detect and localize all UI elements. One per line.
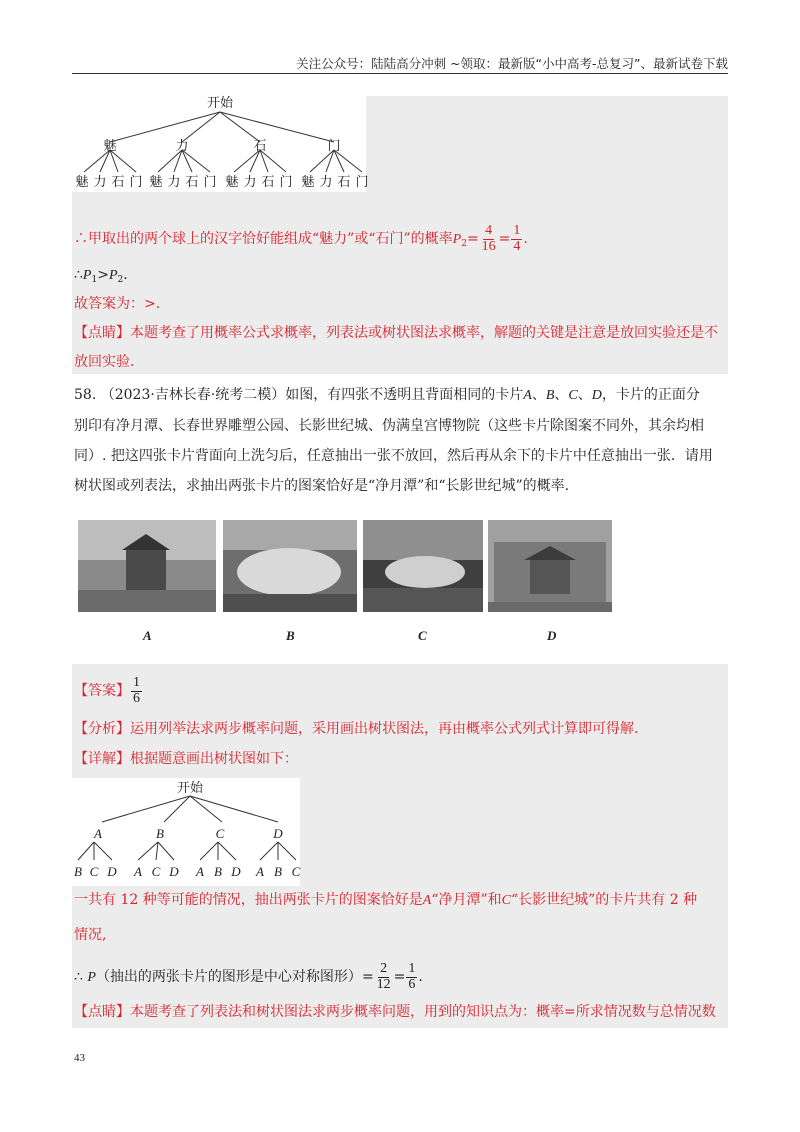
- tree1-leaf: 魅: [225, 175, 239, 190]
- comment-line-1: 【点睛】本题考查了用概率公式求概率，列表法或树状图法求概率，解题的关键是注意是放回实验还是不: [74, 325, 718, 341]
- tree2-leaf: A: [256, 864, 264, 879]
- comment-row: 【点睛】本题考查了列表法和树状图法求两步概率问题，用到的知识点为：概率=所求情况数与总情况数: [74, 1004, 716, 1020]
- tree2-leaf: C: [151, 864, 161, 879]
- comment-line-2: 放回实验.: [74, 354, 135, 370]
- tree1-node: 力: [175, 139, 189, 154]
- photo-b: [223, 520, 357, 612]
- tree2-leaf: D: [169, 864, 179, 879]
- tree1-leaf: 魅: [75, 175, 89, 190]
- count-row: 一共有 12 种等可能的情况，抽出两张卡片的图案恰好是A“净月潭”和C“长影世纪城”的卡片共有 2 种: [74, 892, 698, 908]
- tree2-root: 开始: [176, 781, 204, 796]
- tree1-leaf: 魅: [149, 175, 163, 190]
- probability-statement: ∴甲取出的两个球上的汉字恰好能组成“魅力”或“石门”的概率$P_2=$ $\frac{4}{16}$ = $\frac{1}{4}$ .: [74, 223, 528, 254]
- tree1-node: 魅: [103, 139, 117, 154]
- tree1-leaf: 力: [167, 175, 181, 190]
- tree2-node: B: [156, 826, 164, 841]
- tree1-leaf: 石: [337, 175, 351, 190]
- tree1-leaf: 门: [203, 175, 217, 190]
- tree1-leaf: 力: [319, 175, 333, 190]
- caption-d: D: [547, 628, 557, 643]
- tree2-leaf: B: [74, 864, 82, 879]
- tree-diagram-1: [72, 90, 372, 190]
- tree1-leaf: 石: [111, 175, 125, 190]
- tree2-leaf: A: [134, 864, 142, 879]
- tree2-leaf: D: [107, 864, 117, 879]
- probability-result: ∴ P（抽出的两张卡片的图形是中心对称图形）= $\frac{2}{12}$ = $\frac{1}{6}$ .: [74, 961, 423, 992]
- tree2-node: D: [273, 826, 283, 841]
- tree1-leaf: 门: [129, 175, 143, 190]
- analysis-row: 【分析】运用列举法求两步概率问题，采用画出树状图法，再由概率公式列式计算即可得解.: [74, 721, 639, 737]
- tree1-leaf: 魅: [301, 175, 315, 190]
- tree1-node: 石: [253, 139, 267, 154]
- header-rule: [72, 73, 728, 74]
- fraction: $\frac{2}{12}$: [376, 961, 391, 992]
- tree1-leaf: 门: [355, 175, 369, 190]
- page-number: 43: [74, 1052, 85, 1064]
- tree1-node: 门: [327, 139, 341, 154]
- tree1-root: 开始: [206, 96, 234, 111]
- detail-row: 【详解】根据题意画出树状图如下：: [74, 751, 298, 767]
- photo-d: [488, 520, 612, 612]
- answer-row: 【答案】 $\frac{1}{6}$: [74, 675, 140, 706]
- tree1-leaf: 石: [261, 175, 275, 190]
- answer-line: 故答案为：>.: [74, 296, 161, 312]
- caption-c: C: [418, 628, 427, 643]
- question-58: 58. （2023·吉林长春·统考二模）如图，有四张不透明且背面相同的卡片A、B、C、D，卡片的正面分 别印有净月潭、长春世界雕塑公园、长影世纪城、伪满皇宫博物院（这些卡片除图案不同外，其余均相 同）. 把这四张卡片背面向上洗匀后，任意抽出一张不放回，然后再从余下的卡片中任意抽出一张．请用 树状图或列表法，求抽出两张卡片的图案恰好是“净月潭”和“长影世纪城”的概率.: [74, 387, 713, 494]
- comparison-line: $\therefore P_1>P_2$.: [74, 267, 128, 285]
- tree1-leaf: 石: [185, 175, 199, 190]
- tree2-leaf: C: [89, 864, 99, 879]
- tree2-node: C: [215, 826, 225, 841]
- photo-a: [78, 520, 216, 612]
- page-header: 关注公众号：陆陆高分冲刺 ~领取：最新版“小中高考-总复习”、最新试卷下载: [296, 56, 728, 71]
- fraction: $\frac{1}{6}$: [408, 961, 416, 992]
- tree1-leaf: 力: [243, 175, 257, 190]
- tree2-node: A: [94, 826, 102, 841]
- tree2-leaf: B: [214, 864, 222, 879]
- tree-diagram-2: [72, 776, 302, 886]
- caption-a: A: [143, 628, 152, 643]
- photo-c: [363, 520, 483, 612]
- tree2-leaf: C: [291, 864, 301, 879]
- tree2-leaf: B: [274, 864, 282, 879]
- tree1-leaf: 力: [93, 175, 107, 190]
- fraction: $\frac{4}{16}$: [481, 223, 496, 254]
- previous-solution-block: [366, 96, 728, 192]
- fraction: $\frac{1}{4}$: [513, 223, 521, 254]
- tree1-leaf: 门: [279, 175, 293, 190]
- answer-fraction: $\frac{1}{6}$: [133, 675, 140, 706]
- tree2-leaf: D: [231, 864, 241, 879]
- count-row-2: 情况,: [74, 927, 107, 943]
- caption-b: B: [286, 628, 295, 643]
- tree2-leaf: A: [196, 864, 204, 879]
